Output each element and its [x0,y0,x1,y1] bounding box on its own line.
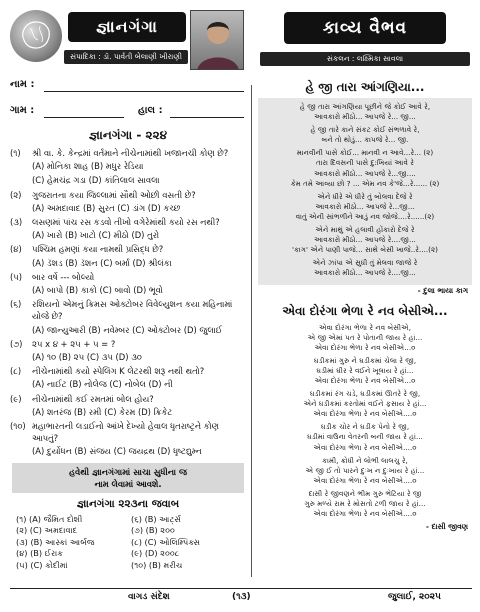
page-footer [10,588,472,604]
answer-item: (૧) (A) જૈમિત દોશી [16,513,83,524]
poem-line: કેમ તમે આવ્યા છો ? ... એમ નવ કે'જે...રે...... (૨) [290,178,440,188]
village-field[interactable] [44,104,124,118]
answer-item: (૭) (B) ૨૦૦ [131,525,175,536]
answer-item: (૫) (C) કોદીમાં [16,559,68,570]
poem2-title: એવા દોરંગા ભેળા રે નવ બેસીએ... [282,303,448,318]
footer-date: જુલાઈ, ૨૦૨૫ [388,592,441,602]
column-divider [251,85,252,577]
question-options: (A) અમદાવાદ (B) સુરત (C) ડાંગ (D) કચ્છ [32,202,181,213]
poem-stanza [261,148,469,188]
note-line: હવેથી જ્ઞાનગંગામાં સાચા સુધીના જ [69,466,187,477]
answer-item: (૪) (B) ઈરાક [16,548,64,559]
poem-line: એવા દોરંગા ભેળા રે નવ બેસીએ....૦ [313,509,417,519]
poem-stanza [261,102,469,122]
gyanganga-header [10,8,246,74]
poem-line: આવકારો મીઠો... આપજે રે...જી... [315,201,415,211]
poem-stanza [258,356,472,386]
question-text: મહાભારતની લડાઈનો આંખે દેખ્યો હેવાલ ધૃતરાષ્ટ્રને કોણ આપતું? [32,421,219,444]
poem2-body [258,323,472,520]
poem-stanza [258,422,472,452]
question-options: (A) ખારો (B) ખાટો (C) મીઠો (D) તુરો [32,230,160,241]
editor-portrait [190,10,244,70]
question-number: (૩) [10,217,23,228]
question-text: ગુજરાતના કયા જિલ્લામાં સૌથી ઓછી વસતી છે? [32,189,196,200]
question-number: (૬) [10,299,22,310]
poem-stanza [258,389,472,419]
brain-icon [10,10,62,62]
answer-item: (૧૦) (B) મરીચ [131,559,183,570]
poem-line: બને તો થોડું... કાપજે રે... જી. [321,135,409,145]
question-options: (A) ૧૦ (B) ૨૫ (C) ૩૫ (D) ૩૦ [32,352,142,363]
question-number: (૨) [10,189,22,200]
poem-line: એવા દોરંગા ભેળા રે નવ બેસીએ....૦ [313,442,417,452]
question-options: (A) મોનિકા શાહ (B) મધુર રેડિયા [32,161,144,172]
poem-stanza [258,456,472,486]
question-item [10,393,246,405]
class-field[interactable] [170,104,244,118]
question-options: (A) ડૅશડ (B) ડૅશન (C) બર્મા (D) શ્રીલંકા [32,257,172,268]
poem-line: ઘડીમાં વાઉના વેતરની બની જાય રે હાં... [307,432,423,442]
question-text: રશિયનો એમનું ક્રિમસ ઓક્ટોબર વિવેલ્યુશન કયા મહિનામાં યોજે છે? [32,299,233,322]
question-options: (A) શતરંજ (B) રમી (C) કેરમ (D) ક્રિકેટ [32,406,173,417]
question-options: (A) દુર્યોધન (B) સંજય (C) જયદ્રથ (D) ધૃષ્ટદ્યુમ્ન [32,446,202,457]
answer-item: (૨) (C) અમદાવાદ [16,525,78,536]
poem-line: માનવીની પાસે કોઈ... માનવી ન આવે...રે... (૨) [296,148,434,158]
poem-line: આવકારો મીઠો... આપજે રે....જી... [314,268,416,278]
poem-stanza [261,192,469,222]
kavya-title: કાવ્ય વૈભવ [284,12,446,44]
quiz-title: જ્ઞાનગંગા - ૨૨૪ [88,128,168,142]
poem-line: આવકારો મીઠો... આપજે રે...જી.... [314,168,416,178]
footer-magazine: વાગડ સંદેશ [128,592,170,602]
poem-stanza [261,258,469,278]
poem-line: હે જી તારે કાને સંકટ કોઈ સંભળાવે રે, [310,125,420,135]
answer-item: (૮) (C) ઓલિમ્પિક્સ [131,536,201,547]
poem-stanza [261,225,469,255]
poem2-author: - દાસી જીવણ [425,522,468,532]
class-label: હાલ : [138,105,163,116]
poem-line: એવા દોરંગા ભેળા રે નવ બેસીએ....૦ [313,475,417,485]
question-number: (૧૦) [10,421,26,432]
poem-line: એ જી એમાં પત રે પોતાની જાય રે હાં... [307,332,423,342]
footer-page-number: (૧૩) [232,592,251,602]
question-text: પશ્ચિમ હમણાં કયા નામથી પ્રસિદ્ધ છે? [32,244,164,255]
name-label: નામ : [10,79,35,90]
question-text: ૨૫ x ૪ + ૨૫ + ૫ = ? [32,338,116,349]
poem-stanza [261,125,469,145]
kavya-column [258,8,472,583]
question-item [10,271,246,283]
poem-line: એ જી ઈ તો પારને દુઃખ ન દુઃખાય રે હાં... [305,465,425,475]
poem-line: વાતું એની સાંભળીને આડું નવ જોજે....રે......(૨) [295,211,435,221]
poem-line: આવકારો મીઠો... આપજે રે....જી... [314,235,416,245]
answer-item: (૬) (B) આર્ટ્સ [131,513,181,524]
gyanganga-column [10,8,246,583]
question-options: (A) બાપો (B) કાકો (C) બાવો (D) ભૂવો [32,285,163,296]
poem-stanza [258,489,472,519]
poem1-author: - દુલા ભાયા કાગ [417,285,468,295]
question-text: નીચેનામાંથી કઈ રમતમાં બોલ હોય? [32,393,154,404]
gyanganga-title: જ્ઞાનગંગા [68,12,186,42]
question-item [10,147,246,159]
village-label: ગામ : [10,105,35,116]
question-number: (૧) [10,148,21,158]
question-number: (૫) [10,271,23,282]
poem-line: તારા દિવસની પાસે દુ:ખિયાં આવે રે [316,158,414,168]
gyanganga-editor: સંપાદિકા : ડૉ. પાર્વતી બેલાણી ખીરાણી [64,50,188,64]
poem1-title: હે જી તારા આંગણિયા... [305,80,425,94]
question-number: (૪) [10,244,22,255]
poem-line: એને ધીરે એ ધીરે તું બોલવા દેજે રે [317,191,413,201]
poem1-body [258,98,472,285]
note-line: નામ લેવામાં આવશે. [94,478,162,489]
question-item [10,189,246,201]
poem-line: કામી, ક્રોધી ને લોભી લાલચુ રે, [322,455,408,465]
poem-line: 'કાગ' એને પાણી પાજે... સાથે બેસી ખાજે..રે....(૨) [292,245,438,255]
kavya-header [258,8,472,74]
question-number: (૭) [10,338,23,349]
poem-line: ગુરુ મળ્યે રામ રે મોસતો ટળી જાય રે હાં... [304,499,426,508]
note-box [12,463,244,493]
poem-line: એવા દોરંગા ભેળા રે નવ બેસીએ, [319,322,411,332]
poem-line: ઘડીકમાં રંગ ચડે, ઘડીકમાં ઊતરે રે જી, [309,389,421,399]
poem-line: દાસી રે જીવણને ભીમ ગુરુ ભેટિયા રે જી [308,488,422,498]
question-list [10,147,246,458]
poem-stanza [258,323,472,353]
name-field-row [10,74,246,96]
question-options: (C) હેમચંદ્ર ગડા (D) કાંતિલાલ સાવલા [32,175,160,186]
question-text: લસણમાં પાંચ રસ કડવો તીખો વગેરેમાંથી કયો રસ નથી? [32,217,220,228]
question-text: નીચેનામાંથી કયો સ્પેલિંગ K લેટરથી શરૂ નથી થતો? [32,366,205,377]
poem-line: એવા દોરંગા ભેળા રે નવ બેસીએ....૦ [313,409,417,419]
poem-line: એને ઘડીકમાં કરતોમાં વઈને ફસાય રે હાં... [303,399,427,409]
poem-line: એને માથું એ હલાવી હોંકારો દેજે રે [315,225,415,235]
question-options: (A) જાન્યુઆરી (B) નવેમ્બર (C) ઓક્ટોબર (D) જુલાઈ [32,324,223,335]
question-item [10,216,246,228]
question-item [10,420,246,444]
question-item [10,338,246,350]
village-field-row [10,100,246,122]
question-text: શ્રી વા. કે. કેન્દ્રમાં વર્તમાને નીચેનામાંથી ખજાનચી કોણ છે? [32,148,229,158]
poem-line: ઘડીમાં ઘીર રે વઈને ખૂલાય રે હાં... [316,365,414,375]
poem-line: હે જી તારા આંગણિયા પૂછીને જે કોઈ આવે રે, [299,102,431,111]
poem-line: આવકારો મીઠો... આપજે રે... જી... [314,112,416,122]
answers-title: જ્ઞાનગંગા ૨૨૩ના જવાબ [76,497,180,510]
question-item [10,365,246,377]
kavya-editor: સંકલન : લક્ષ્મિકા સાવલા [260,52,470,66]
question-number: (૯) [10,393,22,404]
question-number: (૮) [10,366,22,377]
name-field[interactable] [44,78,244,92]
question-text: બાર વર્ષે --- બોલ્યો [32,271,95,282]
poem-line: ઘડીક ચોર ને ઘડીક પેનો રે જી, [320,422,410,432]
poem-line: એવા દોરંગા ભેળા રે નવ બેસીએ...૦ [314,375,416,385]
question-item [10,298,246,322]
poem-line: એને ઝાંપા એ સુધી તું મેલવા જાજે રે [312,258,418,268]
poem-line: એવા દોરંગા ભેળા રે નવ બેસીએ...૦ [314,342,416,352]
poem-line: ઘડીકમાં ગુરુ ને ઘડીકમાં ચેલા રે જી, [313,355,417,365]
answer-item: (૯) (D) ૨૦૦૮ [131,548,180,559]
question-item [10,243,246,255]
question-options: (A) નાઈટ (B) નોલેજ (C) નોબેલ (D) ની [32,379,173,390]
answer-item: (૩) (B) આસ્કાં આર્બજ [16,536,95,547]
answers-grid [16,514,246,572]
